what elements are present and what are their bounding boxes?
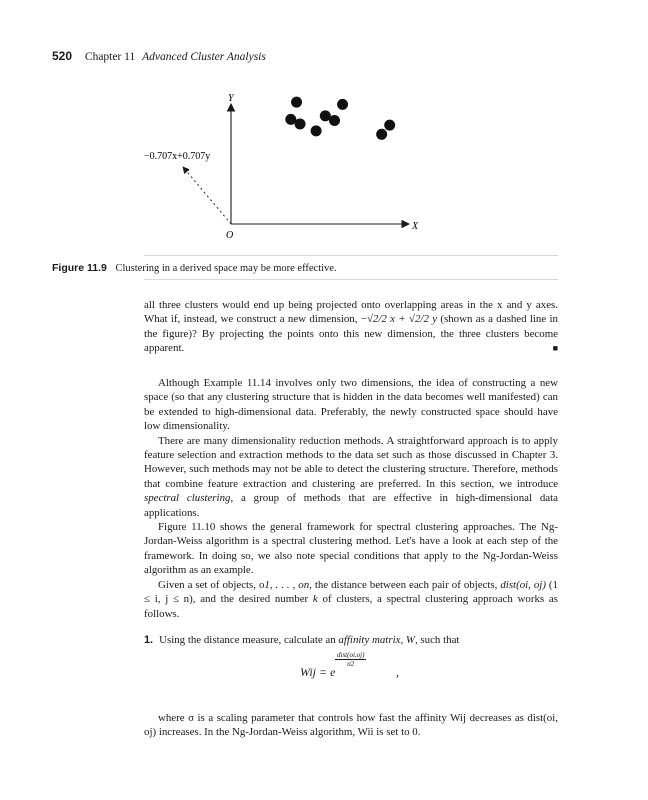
figure-top-rule xyxy=(144,255,558,256)
paragraph-3-part-1: There are many dimensionality reduction methods. A straightforward approach is to apply feature selection and extraction methods to the data set such as those discussed in Chapter 3. However, such methods may not be able to detect the clustering structure. Therefore, methods that combine feature extraction and clustering are preferred. In this section, we introduce xyxy=(144,434,558,490)
paragraph-3 xyxy=(144,434,558,520)
equation-exponent xyxy=(335,651,366,668)
object-list: 1, . . . , o xyxy=(264,578,304,591)
projection-line-label: −0.707x+0.707y xyxy=(144,151,211,162)
cluster-2-point-4 xyxy=(337,99,348,110)
projection-formula: √2/2 x + √2/2 y xyxy=(366,313,438,326)
x-axis-label: X xyxy=(412,221,419,232)
chapter-title: Advanced Cluster Analysis xyxy=(142,51,266,63)
figure-bottom-rule xyxy=(144,279,558,280)
paragraph-1-part-1: all three clusters would end up being projected onto overlapping areas in the x and y axes. What if, instead, we construct a new dimension, − xyxy=(144,299,558,326)
step-1-part-2: , xyxy=(400,634,406,646)
equation-lhs: Wij = e xyxy=(300,665,336,679)
paragraph-5-part-2: , the distance between each pair of objects, xyxy=(309,578,501,591)
equation-comma: , xyxy=(396,665,399,679)
exponent-denominator: σ2 xyxy=(347,660,355,668)
affinity-matrix-term: affinity matrix xyxy=(338,634,401,646)
paragraph-1-part-2: (shown as a dashed line in the figure)? By projecting the points onto this new dimension, the three clusters become apparent. xyxy=(144,313,558,355)
caption-text: Clustering in a derived space may be more effective. xyxy=(115,263,337,274)
step-1 xyxy=(144,633,558,647)
scatter-figure xyxy=(0,0,648,260)
paragraph-4: Figure 11.10 shows the general framework for spectral clustering approaches. The Ng-Jordan-Weiss algorithm is a spectral clustering method. Let's have a look at each step of the framework. In doing so, we also note special conditions that apply to the Ng-Jordan-Weiss algorithm as an example. xyxy=(144,521,558,577)
cluster-3-point-1 xyxy=(376,129,387,140)
matrix-variable: W xyxy=(405,634,415,646)
data-points xyxy=(285,97,395,140)
page-number: 520 xyxy=(52,49,73,63)
paragraph-2: Although Example 11.14 involves only two dimensions, the idea of constructing a new space (so that any clustering structure that is hidden in the data becomes well manifested) can be extended to high-dimensional data. Preferably, the newly constructed space should have low dimensionality. xyxy=(144,377,558,433)
y-axis-label: Y xyxy=(228,93,234,104)
paragraph-5 xyxy=(144,578,558,621)
projection-dashed-line xyxy=(183,167,231,224)
cluster-2-point-3 xyxy=(329,115,340,126)
cluster-2-point-1 xyxy=(311,125,322,136)
cluster-count-k: k xyxy=(312,593,318,606)
cluster-3-point-2 xyxy=(384,120,395,131)
figure-caption xyxy=(52,262,337,274)
caption-label: Figure 11.9 xyxy=(52,262,107,274)
paragraph-5-part-1: Given a set of objects, o xyxy=(158,578,265,591)
cluster-1-point-2 xyxy=(295,118,306,129)
cluster-1-point-3 xyxy=(291,97,302,108)
chapter-number: Chapter 11 xyxy=(84,51,136,63)
paragraph-6 xyxy=(144,711,558,740)
step-1-part-3: , such that xyxy=(414,634,460,646)
step-1-part-1: Using the distance measure, calculate an xyxy=(159,634,339,646)
spectral-clustering-term: spectral clustering xyxy=(144,492,231,505)
end-of-example-mark: ■ xyxy=(552,343,558,354)
object-list-end: n xyxy=(303,578,310,591)
exponent-numerator: dist(oi,oj) xyxy=(337,651,365,659)
paragraph-5-part-3: (1 ≤ i, j ≤ n), and the desired number xyxy=(144,578,558,606)
paragraph-1 xyxy=(144,298,558,356)
affinity-equation xyxy=(300,651,399,680)
step-number: 1. xyxy=(144,634,154,646)
distance-notation: dist(oi, oj) xyxy=(500,578,546,591)
paragraph-6-text: where σ is a scaling parameter that controls how fast the affinity Wij decreases as dist(oi, oj) increases. In the Ng-Jordan-Weiss algorithm, Wii is set to 0. xyxy=(144,712,558,739)
origin-label: O xyxy=(226,230,234,241)
body-paragraphs xyxy=(144,376,558,621)
paragraph-5-part-4: of clusters, a spectral clustering approach works as follows. xyxy=(144,593,558,620)
paragraph-3-part-2: , a group of methods that are effective in high-dimensional data applications. xyxy=(144,492,558,519)
